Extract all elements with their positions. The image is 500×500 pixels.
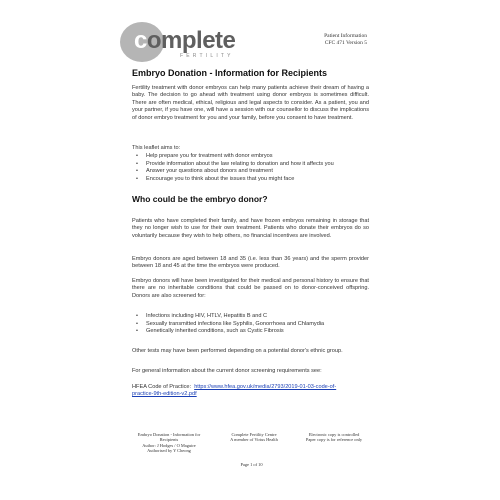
hfea-label: HFEA Code of Practice:: [132, 384, 192, 390]
document-info: [324, 33, 367, 47]
footer-center: Complete Fertility Centre A member of Virtus Health: [230, 432, 278, 443]
footer-left: Embryo Donation - Information for Recipients Author: J Hodges / O Maguire Authorised by Y Cheong: [137, 432, 201, 454]
section-paragraph: Patients who have completed their family, and have frozen embryos remaining in storage that they no longer wish to use for their own treatment. Patients who donate their embryos do so voluntarily because they wish to help others, no financial incentives are involved.: [132, 218, 369, 239]
page-title: Embryo Donation - Information for Recipients: [132, 68, 328, 78]
hfea-reference: [132, 384, 369, 399]
doc-ref: CFC 471 Version 5: [324, 40, 367, 46]
document-body: [132, 68, 369, 398]
logo-wordmark: complete: [134, 27, 236, 54]
list-item: • Infections including HIV, HTLV, Hepatitis B and C: [146, 313, 383, 321]
list-item: • Answer your questions about donors and treatment: [146, 168, 383, 176]
aims-list: [132, 153, 383, 184]
section-paragraph: Embryo donors are aged between 18 and 35 (i.e. less than 36 years) and the sperm provider between 18 and 45 at the time the embryos were produced.: [132, 256, 369, 270]
other-tests-paragraph: Other tests may have been performed depending on a potential donor's ethnic group.: [132, 348, 343, 354]
list-item: • Genetically inherited conditions, such as Cystic Fibrosis: [146, 328, 383, 336]
section-paragraph: Embryo donors will have been investigated for their medical and personal history to ensure that there are no inheritable conditions that could be passed on to donor-conceived offspring. Donors are also screened for:: [132, 278, 369, 299]
hfea-link-continued[interactable]: practice-9th-edition-v2.pdf: [132, 391, 197, 398]
list-item: • Help prepare you for treatment with donor embryos: [146, 153, 383, 161]
logo-subtitle: FERTILITY: [180, 53, 234, 59]
general-info-paragraph: For general information about the current donor screening requirements see:: [132, 368, 322, 374]
aims-lead: This leaflet aims to:: [132, 145, 181, 151]
footer-right: Electronic copy is controlled Paper copy is for reference only: [305, 432, 363, 443]
list-item: • Provide information about the law relating to donation and how it affects you: [146, 161, 383, 169]
hfea-link[interactable]: https://www.hfea.gov.uk/media/2793/2019-01-03-code-of-: [194, 384, 337, 390]
list-item: • Sexually transmitted infections like Syphilis, Gonorrhoea and Chlamydia: [146, 321, 383, 329]
screening-list: [132, 313, 383, 336]
intro-paragraph: Fertility treatment with donor embryos can help many patients achieve their dream of having a baby. The decision to go ahead with treatment using donor embryos is sometimes difficult. There are often medical, ethical, religious and legal aspects to consider. As a patient, you and your partner, if you have one, will have a session with our counsellor to discuss the implications of donor embryo treatment for you and your family, before you consent to have treatment.: [132, 85, 369, 121]
doc-type: Patient Information: [324, 33, 367, 39]
complete-fertility-logo: [120, 22, 236, 62]
section-heading: Who could be the embryo donor?: [132, 194, 268, 204]
page-number: Page 1 of 10: [240, 462, 263, 467]
list-item: • Encourage you to think about the issues that you might face: [146, 176, 383, 184]
